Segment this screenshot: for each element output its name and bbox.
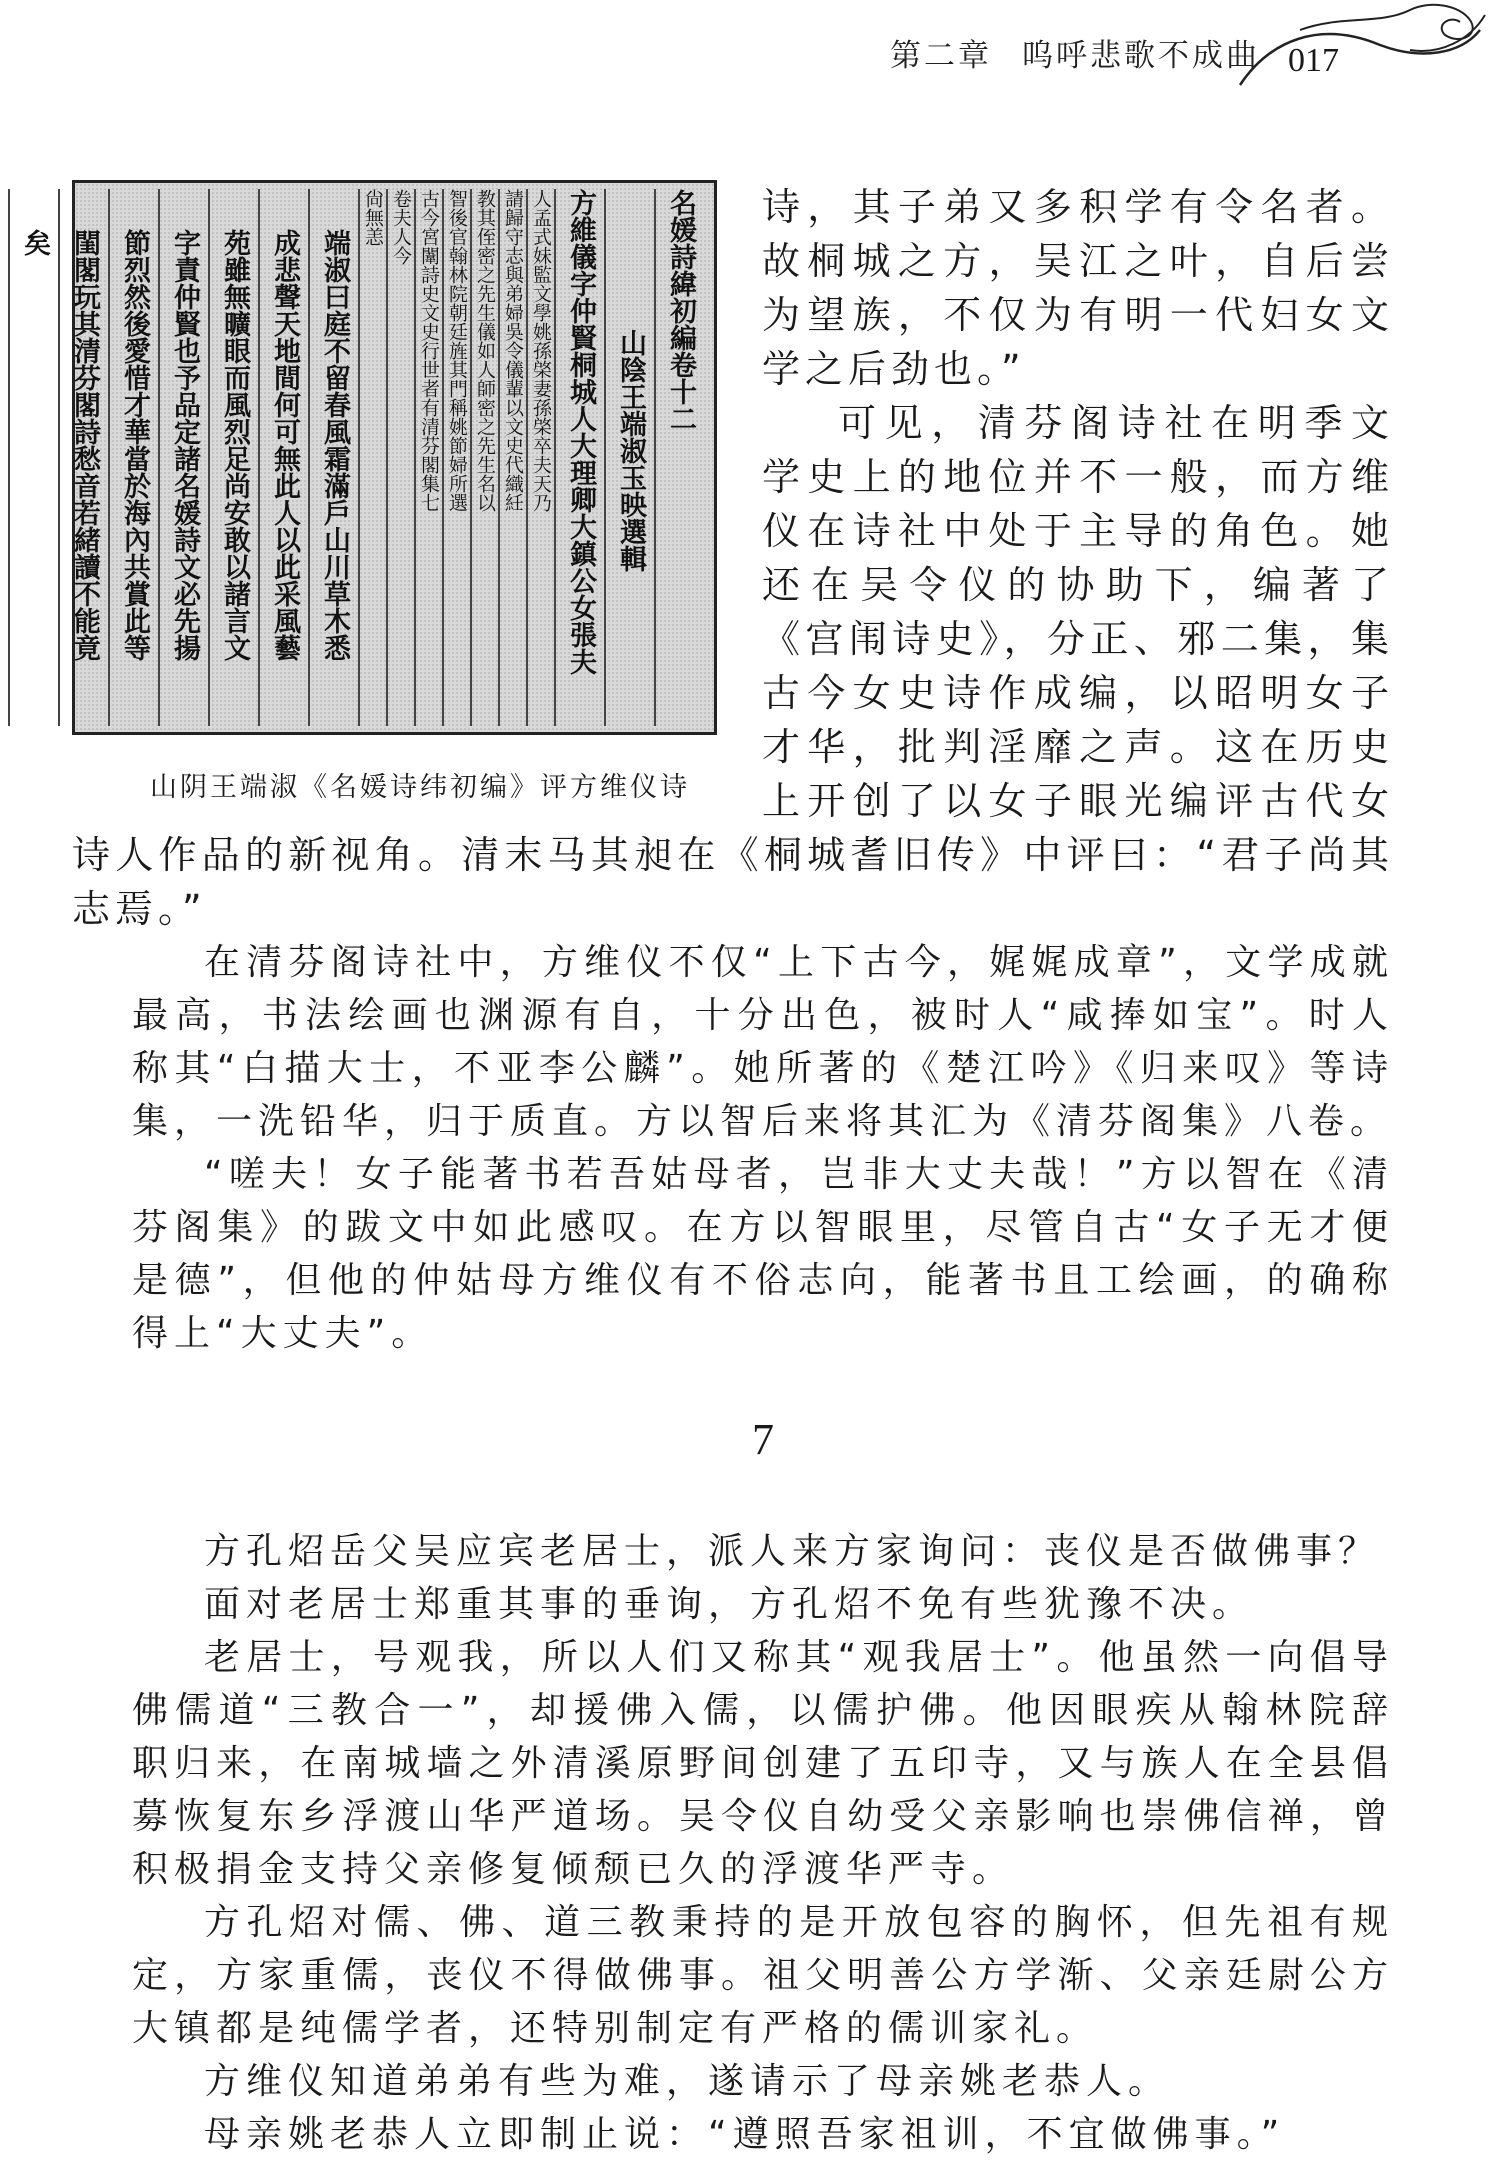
paragraph: 方维仪知道弟弟有些为难，遂请示了母亲姚老恭人。 <box>204 2061 1171 2102</box>
scan-text-column: 卷夫人今 <box>386 189 414 726</box>
scan-text-column: 教其侄密之先生儀如人師密之先生名以 <box>470 189 498 726</box>
paragraph: “嗟夫！女子能著书若吾姑母者，岂非大丈夫哉！”方以智在《清芬阁集》的跋文中如此感叹。在方以智眼里，尽管自古“女子无才便是德”，但他的仲姑母方维仪有不俗志向，能著书且工绘画，的确称得上“大丈夫”。 <box>132 1154 1394 1354</box>
scan-text-column: 閨閣玩其清芬閣詩愁音若緒讀不能竟 <box>58 189 108 726</box>
paragraph: 母亲姚老恭人立即制止说：“遵照吾家祖训，不宜做佛事。” <box>204 2114 1286 2155</box>
scan-text-column: 尙無恙 <box>358 189 386 726</box>
scan-text-column: 矣 <box>8 189 58 726</box>
scan-text-column: 請歸守志與弟婦吳令儀輩以文史代織紝 <box>498 189 526 726</box>
section-number: 7 <box>752 1415 774 1464</box>
paragraph: 诗，其子弟又多积学有令名者。故桐城之方，吴江之叶，自后尝为望族，不仅为有明一代妇女文学之后劲也。” <box>762 185 1394 391</box>
scan-text-column: 節烈然後愛惜才華當於海內共賞此等 <box>108 189 158 726</box>
figure-caption: 山阴王端淑《名媛诗纬初编》评方维仪诗 <box>150 772 690 803</box>
running-header <box>890 30 1260 75</box>
chapter-label: 第二章 <box>890 38 992 74</box>
scan-text-column: 字責仲賢也予品定諸名媛詩文必先揚 <box>158 189 208 726</box>
figure <box>19 180 717 804</box>
scan-text-column: 苑雖無曠眼而風烈足尚安敢以諸言文 <box>208 189 258 726</box>
cloud-ornament-icon <box>1230 0 1500 90</box>
scan-text-column: 古今宮闈詩史文史行世者有清芬閣集七 <box>414 189 442 726</box>
paragraph: 可见，清芬阁诗社在明季文学史上的地位并不一般，而方维仪在诗社中处于主导的角色。她还在吴令仪的协助下，编著了《宫闱诗史》，分正、邪二集，集古今女史诗作成编，以昭明女子才华，批判淫靡之声。这在历史上开创了以女子眼光编评古代女诗人作品的新视角。清末马其昶在《桐城耆旧传》中评曰：“君子尚其志焉。” <box>72 401 1394 931</box>
scan-text-column: 方維儀字仲賢桐城人大理卿大鎮公女張夫 <box>554 189 604 726</box>
scanned-book-page-image <box>19 180 717 735</box>
scan-text-column: 名媛詩緯初編卷十二 <box>654 189 704 726</box>
scan-text-column: 成悲聲天地間何可無此人以此采風藝 <box>258 189 308 726</box>
page-body <box>19 170 1394 2161</box>
scan-text-column: 端淑曰庭不留春風霜滿戶山川草木悉 <box>308 189 358 726</box>
paragraph: 在清芬阁诗社中，方维仪不仅“上下古今，娓娓成章”，文学成就最高，书法绘画也渊源有自，十分出色，被时人“咸捧如宝”。时人称其“白描大士，不亚李公麟”。她所著的《楚江吟》《归来叹》等诗集，一洗铅华，归于质直。方以智后来将其汇为《清芬阁集》八卷。 <box>132 942 1394 1142</box>
scan-text-column: 智後官翰林院朝廷旌其門稱姚節婦所選 <box>442 189 470 726</box>
chapter-title: 呜呼悲歌不成曲 <box>1022 38 1260 74</box>
page-number: 017 <box>1288 42 1339 79</box>
paragraph: 方孔炤岳父吴应宾老居士，派人来方家询问：丧仪是否做佛事？ <box>204 1531 1381 1572</box>
paragraph: 方孔炤对儒、佛、道三教秉持的是开放包容的胸怀，但先祖有规定，方家重儒，丧仪不得做佛事。祖父明善公方学渐、父亲廷尉公方大镇都是纯儒学者，还特别制定有严格的儒训家礼。 <box>132 1902 1394 2049</box>
paragraph: 面对老居士郑重其事的垂询，方孔炤不免有些犹豫不决。 <box>204 1584 1255 1625</box>
paragraph: 老居士，号观我，所以人们又称其“观我居士”。他虽然一向倡导佛儒道“三教合一”，却援佛入儒，以儒护佛。他因眼疾从翰林院辞职归来，在南城墙之外清溪原野间创建了五印寺，又与族人在全县倡募恢复东乡浮渡山华严道场。吴令仪自幼受父亲影响也崇佛信禅，曾积极捐金支持父亲修复倾颓已久的浮渡华严寺。 <box>132 1637 1394 1890</box>
scan-text-column: 山陰王端淑玉映選輯 <box>604 189 654 726</box>
body-text-top <box>132 936 1394 1360</box>
scan-text-column: 人孟式妹監文學姚孫棨妻孫棨卒夫天乃 <box>526 189 554 726</box>
body-text-bottom <box>132 1525 1394 2161</box>
